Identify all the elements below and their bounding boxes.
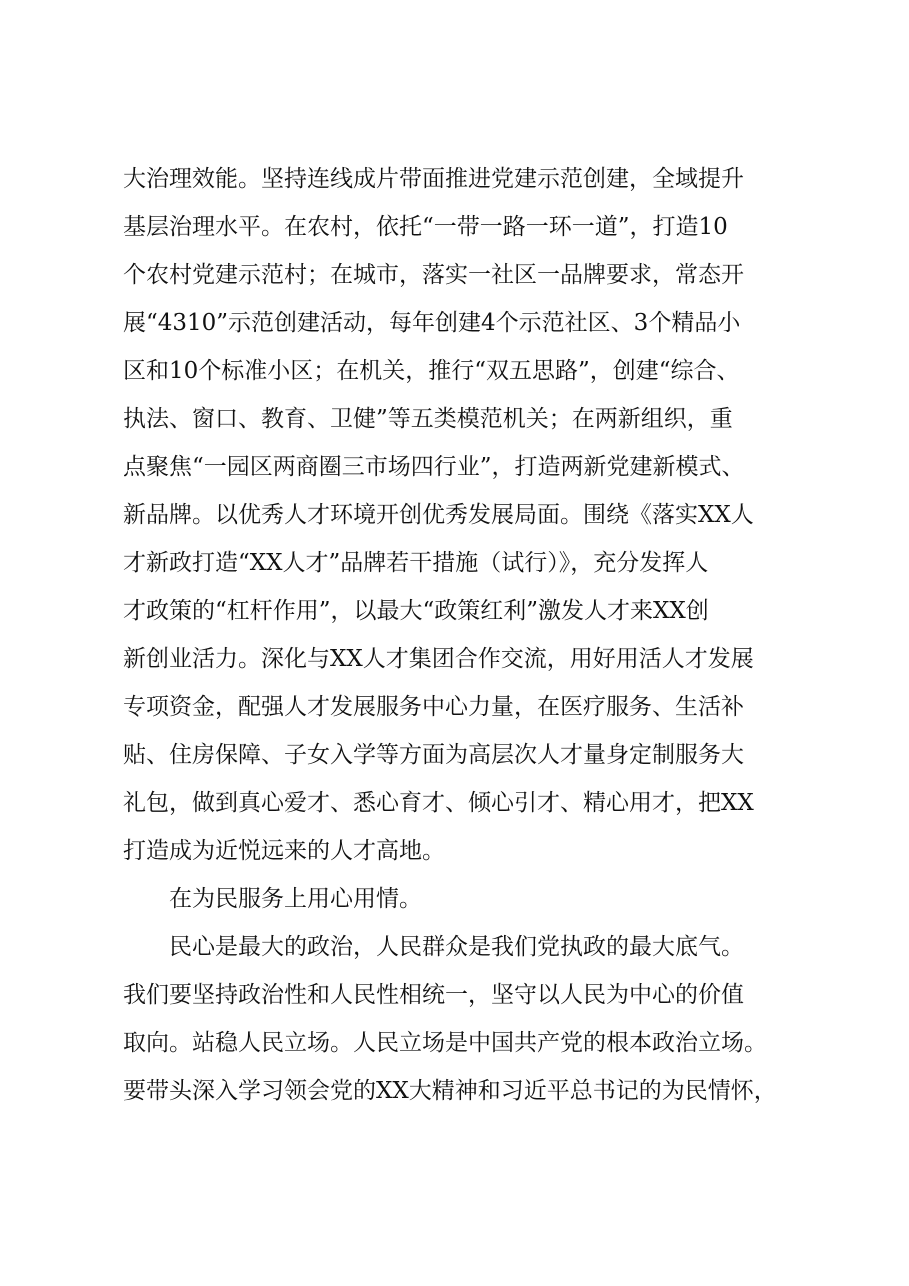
text-line: 取向。站稳人民立场。人民立场是中国共产党的根本政治立场。 xyxy=(123,1030,767,1056)
section-heading: 在为民服务上用心用情。 xyxy=(169,886,422,912)
text-line: 礼包，做到真心爱才、悉心育才、倾心引才、精心用才，把XX xyxy=(123,790,754,816)
text-line: 基层治理水平。在农村，依托“一带一路一环一道”，打造10 xyxy=(123,214,728,240)
text-line: 展“4310”示范创建活动，每年创建4个示范社区、3个精品小 xyxy=(123,310,741,336)
paragraph-first-line: 民心是最大的政治，人民群众是我们党执政的最大底气。 xyxy=(169,934,744,960)
text-line: 执法、窗口、教育、卫健”等五类模范机关；在两新组织，重 xyxy=(123,406,733,432)
text-line: 大治理效能。坚持连线成片带面推进党建示范创建，全域提升 xyxy=(123,166,744,192)
text-line: 专项资金，配强人才发展服务中心力量，在医疗服务、生活补 xyxy=(123,694,744,720)
text-line: 个农村党建示范村；在城市，落实一社区一品牌要求，常态开 xyxy=(123,262,744,288)
text-line: 点聚焦“一园区两商圈三市场四行业”，打造两新党建新模式、 xyxy=(123,454,745,480)
text-line: 打造成为近悦远来的人才高地。 xyxy=(123,838,445,864)
text-line: 区和10个标准小区；在机关，推行“双五思路”，创建“综合、 xyxy=(123,358,740,384)
text-line: 才政策的“杠杆作用”，以最大“政策红利”激发人才来XX创 xyxy=(123,598,709,624)
text-line: 我们要坚持政治性和人民性相统一，坚守以人民为中心的价值 xyxy=(123,982,744,1008)
text-line: 要带头深入学习领会党的XX大精神和习近平总书记的为民情怀， xyxy=(123,1078,777,1104)
document-body xyxy=(123,155,823,1115)
text-line: 新品牌。以优秀人才环境开创优秀发展局面。围绕《落实XX人 xyxy=(123,502,754,528)
text-line: 才新政打造“XX人才”品牌若干措施（试行）》，充分发挥人 xyxy=(123,550,709,576)
text-line: 贴、住房保障、子女入学等方面为高层次人才量身定制服务大 xyxy=(123,742,744,768)
text-line: 新创业活力。深化与XX人才集团合作交流，用好用活人才发展 xyxy=(123,646,754,672)
